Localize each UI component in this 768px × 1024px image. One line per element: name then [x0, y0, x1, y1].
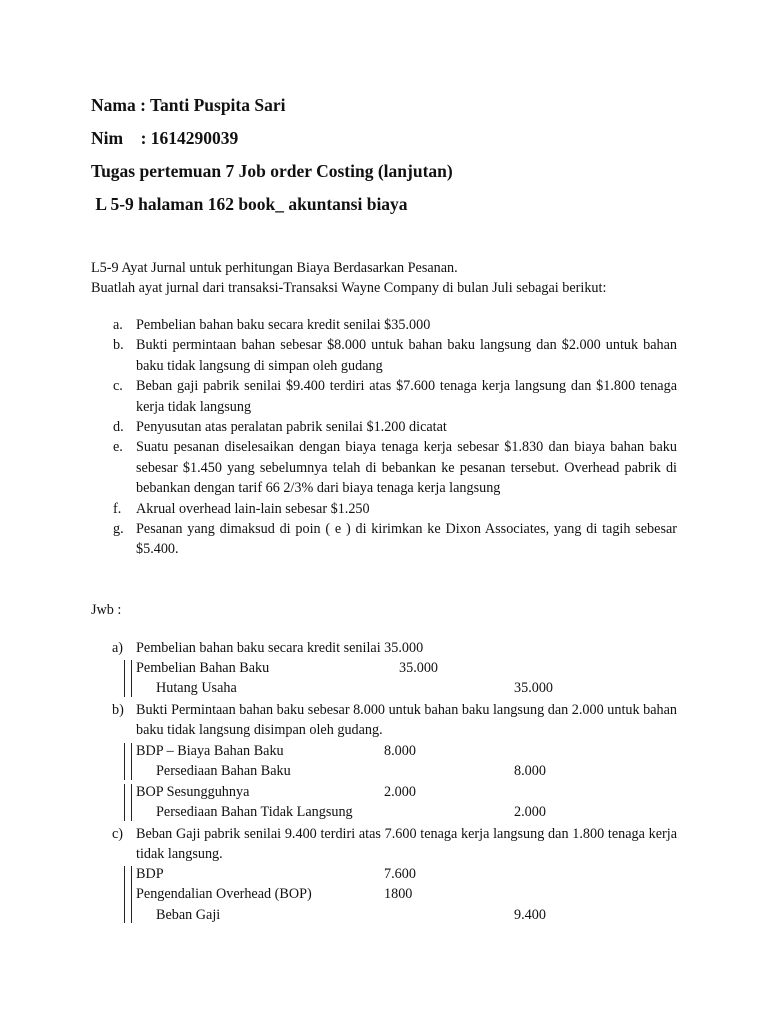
answer-label: Jwb : — [91, 602, 122, 618]
question-marker: e. — [113, 439, 123, 456]
question-text: Pesanan yang dimaksud di poin ( e ) di kirimkan ke Dixon Associates, yang di tagih sebesar $5.400. — [136, 521, 677, 558]
journal-row — [124, 802, 684, 822]
debit-amount: 1800 — [384, 886, 413, 903]
credit-amount: 2.000 — [514, 804, 546, 821]
account-name: BDP – Biaya Bahan Baku — [136, 743, 284, 759]
question-text: Beban gaji pabrik senilai $9.400 terdiri atas $7.600 tenaga kerja langsung dan $1.800 tenaga kerja tidak langsung — [136, 378, 677, 415]
student-nim: Nim : 1614290039 — [91, 128, 239, 148]
account-name: BOP Sesungguhnya — [136, 784, 250, 800]
debit-amount: 8.000 — [384, 743, 416, 759]
answer-text: Pembelian bahan baku secara kredit senilai 35.000 — [136, 640, 424, 656]
question-text: Suatu pesanan diselesaikan dengan biaya tenaga kerja sebesar $1.830 dan biaya bahan baku sebesar $1.450 yang sebelumnya telah di bebankan ke pesanan tersebut. Overhead pabrik di bebankan dengan tarif 66 2/3% dari biaya tenaga kerja langsung — [136, 439, 677, 497]
debit-amount: 7.600 — [384, 866, 416, 882]
journal-row — [124, 884, 684, 904]
question-item — [91, 417, 677, 437]
book-reference: L 5-9 halaman 162 book_ akuntansi biaya — [91, 194, 408, 214]
journal-row — [124, 741, 684, 761]
question-marker: g. — [113, 521, 124, 538]
question-marker: d. — [113, 419, 124, 436]
journal-row — [124, 761, 684, 781]
answer-marker: a) — [112, 640, 124, 656]
answer-text: Bukti Permintaan bahan baku sebesar 8.000 untuk bahan baku langsung dan 2.000 untuk bahan baku tidak langsung disimpan oleh gudang. — [136, 702, 677, 739]
question-text: Akrual overhead lain-lain sebesar $1.250 — [136, 500, 370, 517]
question-text: Pembelian bahan baku secara kredit senilai $35.000 — [136, 317, 431, 333]
credit-amount: 35.000 — [514, 680, 554, 697]
answer-item — [112, 638, 677, 658]
question-marker: a. — [113, 317, 123, 333]
question-marker: c. — [113, 378, 123, 395]
question-item — [91, 315, 677, 335]
question-item — [91, 437, 677, 498]
account-name: Persediaan Bahan Baku — [156, 763, 291, 780]
journal-row — [124, 864, 684, 884]
answer-marker: b) — [112, 702, 124, 718]
answer-marker: c) — [112, 826, 124, 842]
question-item — [91, 335, 677, 376]
journal-row — [124, 678, 684, 698]
question-item — [91, 376, 677, 417]
debit-amount: 2.000 — [384, 784, 416, 800]
journal-row — [124, 905, 684, 925]
journal-entry — [124, 741, 684, 782]
account-name: Beban Gaji — [156, 906, 221, 923]
question-text: Bukti permintaan bahan sebesar $8.000 untuk bahan baku langsung dan $2.000 untuk bahan baku tidak langsung di simpan oleh gudang — [136, 337, 677, 374]
journal-row — [124, 782, 684, 802]
question-marker: f. — [113, 500, 122, 517]
credit-amount: 9.400 — [514, 906, 546, 923]
answer-item — [112, 700, 677, 741]
problem-instruction: Buatlah ayat jurnal dari transaksi-Transaksi Wayne Company di bulan Juli sebagai berikut: — [91, 280, 607, 296]
credit-amount: 8.000 — [514, 763, 546, 780]
question-text: Penyusutan atas peralatan pabrik senilai $1.200 dicatat — [136, 419, 447, 436]
journal-entry — [124, 782, 684, 823]
student-name: Nama : Tanti Puspita Sari — [91, 95, 286, 115]
debit-amount: 35.000 — [399, 660, 439, 676]
answer-text: Beban Gaji pabrik senilai 9.400 terdiri atas 7.600 tenaga kerja langsung dan 1.800 tenaga kerja tidak langsung. — [136, 826, 677, 863]
question-item — [91, 519, 677, 560]
journal-row — [124, 658, 684, 678]
account-name: BDP — [136, 866, 164, 882]
journal-entry — [124, 658, 684, 699]
question-list — [91, 315, 677, 560]
assignment-title: Tugas pertemuan 7 Job order Costing (lanjutan) — [91, 161, 453, 181]
problem-title: L5-9 Ayat Jurnal untuk perhitungan Biaya Berdasarkan Pesanan. — [91, 260, 458, 276]
account-name: Pengendalian Overhead (BOP) — [136, 886, 312, 903]
question-marker: b. — [113, 337, 124, 354]
account-name: Persediaan Bahan Tidak Langsung — [156, 804, 353, 821]
account-name: Pembelian Bahan Baku — [136, 660, 270, 676]
account-name: Hutang Usaha — [156, 680, 237, 697]
answer-item — [112, 824, 677, 865]
journal-entry — [124, 864, 684, 925]
question-item — [91, 499, 677, 519]
